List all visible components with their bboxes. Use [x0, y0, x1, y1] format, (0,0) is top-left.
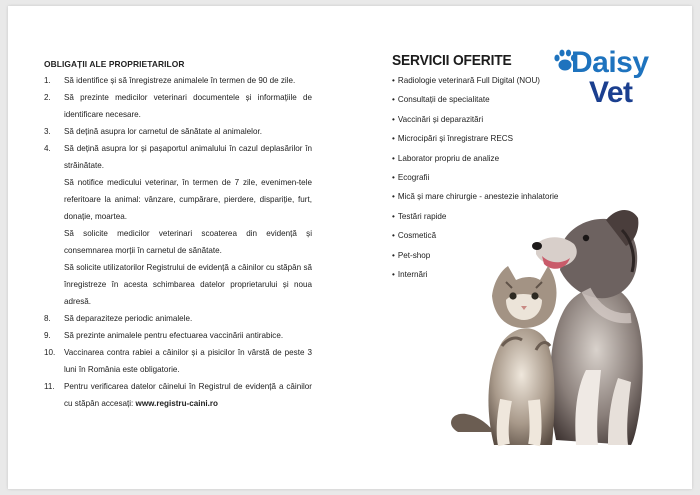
obligation-item: 1. Să identifice și să înregistreze animalele în termen de 90 de zile.: [44, 76, 296, 85]
dog-and-cat-photo: [436, 200, 686, 450]
obligation-item: 8. Să deparaziteze periodic animalele.: [44, 314, 193, 323]
list-item: • Consultații de specialitate: [392, 95, 490, 105]
services-title: SERVICII OFERITE: [392, 52, 512, 69]
list-item: • Ecografii: [392, 172, 430, 182]
daisy-vet-logo: [549, 42, 661, 108]
obligation-item: 11. Pentru verificarea datelor câinelui în Registrul de evidență a câinilor cu stăpân accesați: www.registru-caini.ro: [44, 382, 312, 408]
obligation-subitem: Să solicite utilizatorilor Registrului de evidență a câinilor cu stăpân să înregistreze în acesta schimbarea datelor proprietarului și noua adresă.: [64, 263, 312, 306]
list-item: • Mică și mare chirurgie - anestezie inhalatorie: [392, 192, 559, 202]
obligations-panel: [44, 58, 312, 412]
logo-text-vet: Vet: [589, 76, 633, 109]
list-item: • Microcipări și înregistrare RECS: [392, 134, 513, 144]
logo-text-daisy: Daisy: [571, 46, 649, 79]
list-item: • Vaccinări și deparazitări: [392, 114, 484, 124]
obligation-item: 9. Să prezinte animalele pentru efectuarea vaccinării antirabice.: [44, 331, 284, 340]
list-item: • Pet-shop: [392, 250, 431, 260]
obligation-item: 2. Să prezinte medicilor veterinari documentele și informațiile de identificare necesare.: [44, 93, 312, 119]
list-item: • Laborator propriu de analize: [392, 153, 500, 163]
obligations-title: OBLIGAȚII ALE PROPRIETARILOR: [44, 59, 185, 69]
obligation-subitem: Să solicite medicilor veterinari scoaterea din evidență și consemnarea morții în carnetul de sănătate.: [64, 229, 312, 255]
cat-figure: [451, 266, 556, 445]
registry-link[interactable]: www.registru-caini.ro: [135, 399, 218, 408]
list-item: • Testări rapide: [392, 211, 447, 221]
obligation-item: 10. Vaccinarea contra rabiei a câinilor și a pisicilor în vârstă de peste 3 luni în România este obligatorie.: [44, 348, 312, 374]
obligation-item: 4. Să dețină asupra lor și pașaportul animalului în cazul deplasărilor în străinătate.: [44, 144, 312, 170]
obligation-subitem: Să notifice medicului veterinar, în termen de 7 zile, evenimen-tele referitoare la animal: vânzare, cumpărare, pierdere, dispariție, furt, donație, moartea.: [64, 178, 312, 221]
list-item: • Internări: [392, 269, 428, 279]
list-item: • Radiologie veterinară Full Digital (NOU): [392, 76, 540, 85]
list-item: • Cosmetică: [392, 231, 437, 241]
obligation-item: 3. Să dețină asupra lor carnetul de sănătate al animalelor.: [44, 127, 262, 136]
